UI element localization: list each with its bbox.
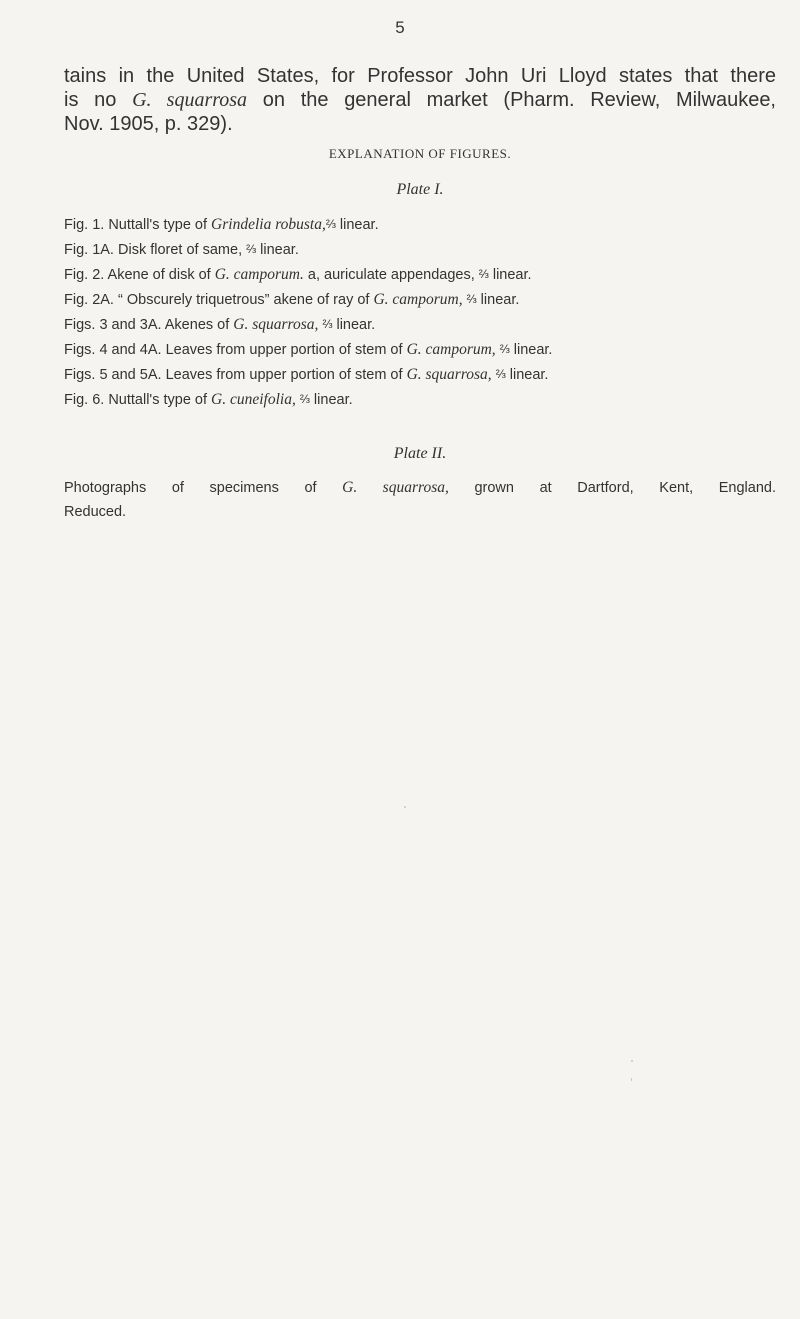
figure-entry (64, 262, 784, 287)
section-heading: EXPLANATION OF FIGURES. (328, 146, 512, 161)
paper-speck (404, 806, 406, 808)
figure-label: Fig. 1A. (64, 242, 114, 258)
figure-description (166, 342, 553, 358)
figure-description (108, 267, 532, 283)
figure-description-text: Nuttall's type of (108, 392, 212, 408)
figure-scale-unit: linear. (488, 267, 532, 283)
figure-scale: ⅔ (246, 242, 257, 256)
plate-2-title: Plate II. (393, 445, 447, 462)
figure-species-name: G. squarrosa, (233, 316, 319, 333)
figure-scale: ⅔ (478, 267, 489, 281)
figure-species-name: G. camporum, (373, 291, 463, 308)
intro-species-name: G. squarrosa (132, 89, 248, 111)
intro-line-2 (64, 88, 776, 112)
figure-label: Figs. 4 and 4A. (64, 342, 162, 358)
figure-description-text: Akene of disk of (107, 267, 215, 283)
intro-line-1: tains in the United States, for Professor John Uri Lloyd states that there (64, 65, 776, 87)
figure-label: Fig. 2A. (64, 292, 114, 308)
intro-line-2-pre: is no (64, 89, 133, 111)
figure-scale-unit: linear. (335, 217, 379, 233)
plate-1-figure-list (64, 212, 784, 412)
figure-description (108, 392, 352, 408)
figure-scale: ⅔ (495, 367, 506, 381)
figure-entry (64, 287, 784, 312)
figure-description-text: Leaves from upper portion of stem of (165, 342, 407, 358)
figure-entry (64, 362, 784, 387)
figure-description-text: a, auriculate appendages, (303, 267, 479, 283)
figure-description (165, 317, 375, 333)
figure-scale-unit: linear. (505, 367, 549, 383)
figure-label: Fig. 1. (64, 217, 105, 233)
figure-description-text: Nuttall's type of (108, 217, 212, 233)
figure-label: Fig. 6. (64, 392, 105, 408)
figure-description-text: “ Obscurely triquetrous” akene of ray of (118, 292, 374, 308)
figure-scale: ⅔ (499, 342, 510, 356)
figure-scale-unit: linear. (332, 317, 376, 333)
figure-description (166, 367, 549, 383)
figure-scale-unit: linear. (476, 292, 520, 308)
figure-scale-unit: linear. (509, 342, 553, 358)
figure-scale: ⅔ (466, 292, 477, 306)
plate-2-species-name: G. squarrosa, (342, 479, 449, 496)
intro-paragraph (64, 64, 776, 136)
figure-description (118, 242, 299, 258)
figure-entry (64, 212, 784, 237)
plate-1-title: Plate I. (396, 181, 444, 198)
paper-speck (631, 1060, 633, 1062)
intro-line-3: Nov. 1905, p. 329). (64, 113, 233, 135)
intro-line-2-post: on the general market (Pharm. Review, Milwaukee, (247, 89, 776, 111)
figure-scale-unit: linear. (256, 242, 299, 258)
page-number: 5 (395, 18, 405, 37)
plate-2-description (64, 476, 776, 524)
figure-species-name: G. camporum. (214, 266, 304, 283)
figure-scale-unit: linear. (309, 392, 353, 408)
figure-label: Figs. 5 and 5A. (64, 367, 162, 383)
plate-2-line-2: Reduced. (64, 504, 127, 520)
figure-entry (64, 312, 784, 337)
figure-scale: ⅔ (325, 217, 336, 231)
figure-species-name: Grindelia robusta, (211, 216, 326, 233)
figure-description-text: Disk floret of same, (118, 242, 247, 258)
figure-scale: ⅔ (299, 392, 310, 406)
figure-description (118, 292, 519, 308)
figure-scale: ⅔ (322, 317, 333, 331)
plate-2-line-1 (64, 476, 776, 500)
figure-description (108, 217, 378, 233)
figure-species-name: G. squarrosa, (406, 366, 492, 383)
figure-description-text: Leaves from upper portion of stem of (165, 367, 407, 383)
plate-2-line-1-pre: Photographs of specimens of (64, 480, 343, 496)
figure-entry (64, 387, 784, 412)
paper-speck (631, 1078, 632, 1081)
figure-entry (64, 237, 784, 262)
figure-species-name: G. camporum, (406, 341, 496, 358)
figure-label: Figs. 3 and 3A. (64, 317, 162, 333)
figure-label: Fig. 2. (64, 267, 105, 283)
figure-species-name: G. cuneifolia, (211, 391, 296, 408)
figure-entry (64, 337, 784, 362)
figure-description-text: Akenes of (164, 317, 234, 333)
plate-2-line-1-post: grown at Dartford, Kent, England. (448, 480, 776, 496)
